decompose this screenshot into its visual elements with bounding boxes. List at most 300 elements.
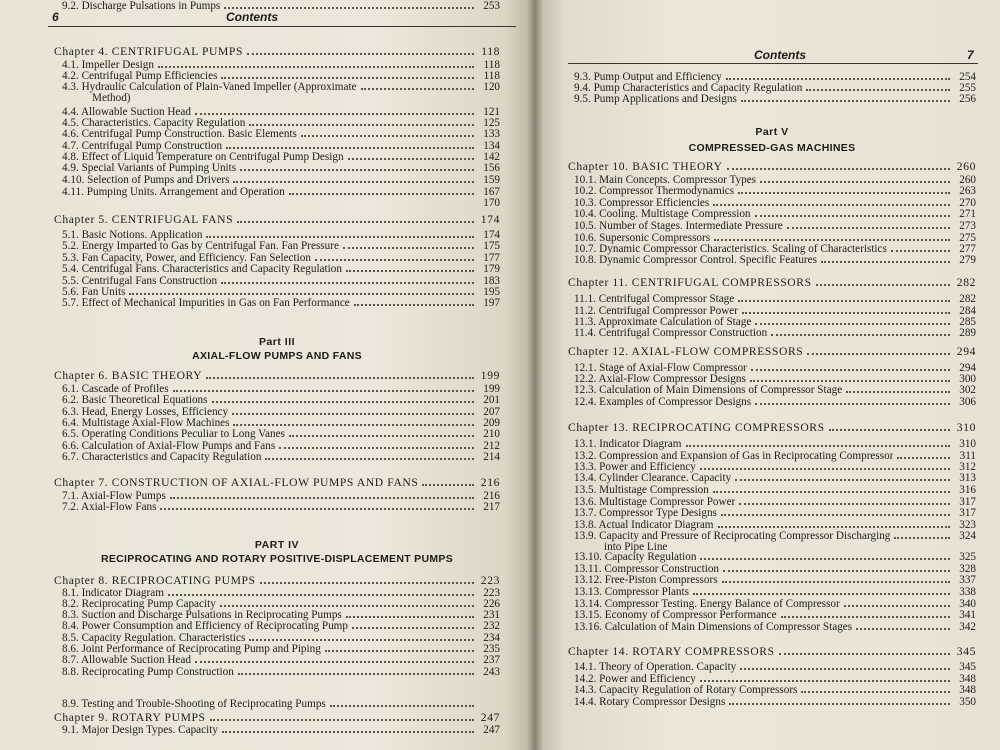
toc-entry[interactable] xyxy=(574,484,976,496)
toc-chapter[interactable] xyxy=(54,575,500,587)
leader-dots xyxy=(226,147,474,149)
toc-entry-title: 10.5. Number of Stages. Intermediate Pressure xyxy=(574,220,783,232)
leader-dots xyxy=(206,236,474,238)
toc-entry[interactable] xyxy=(574,384,976,396)
toc-entry[interactable] xyxy=(62,197,500,209)
toc-page-number: 174 xyxy=(483,229,500,241)
toc-entry-title: 12.2. Axial-Flow Compressor Designs xyxy=(574,373,746,385)
leader-dots xyxy=(801,691,950,693)
toc-page-number: 263 xyxy=(959,185,976,197)
toc-page-number: 323 xyxy=(959,519,976,531)
leader-dots xyxy=(700,680,950,682)
toc-entry-title: 12.3. Calculation of Main Dimensions of Compressor Stage xyxy=(574,384,843,396)
toc-entry-title: 14.2. Power and Efficiency xyxy=(574,673,696,685)
toc-chapter[interactable] xyxy=(54,214,500,226)
leader-dots xyxy=(260,582,474,584)
toc-chapter[interactable] xyxy=(568,277,976,289)
toc-page-number: 310 xyxy=(956,421,976,434)
leader-dots xyxy=(232,413,474,415)
leader-dots xyxy=(158,66,474,68)
toc-entry-title: 9.3. Pump Output and Efficiency xyxy=(574,71,722,83)
toc-entry-title: 13.15. Economy of Compressor Performance xyxy=(574,609,777,621)
toc-page-number: 223 xyxy=(480,574,500,587)
toc-entry-title: 4.7. Centrifugal Pump Construction xyxy=(62,140,223,152)
toc-page-number: 199 xyxy=(480,369,500,382)
toc-page-number: 342 xyxy=(959,621,976,633)
toc-page-number: 282 xyxy=(959,293,976,305)
toc-page-number: 247 xyxy=(483,724,500,736)
toc-entry-title: 14.3. Capacity Regulation of Rotary Compressors xyxy=(574,684,798,696)
toc-entry-title: 13.14. Compressor Testing. Energy Balance of Compressor xyxy=(574,598,840,610)
leader-dots xyxy=(740,668,950,670)
toc-page-number: 341 xyxy=(959,609,976,621)
toc-entry-title: 12.4. Examples of Compressor Designs xyxy=(574,396,752,408)
toc-page-number: 118 xyxy=(483,70,500,82)
toc-entry-title: 8.4. Power Consumption and Efficiency of Reciprocating Pump xyxy=(62,620,348,632)
toc-entry-title: 9.4. Pump Characteristics and Capacity Regulation xyxy=(574,82,803,94)
book-gutter xyxy=(527,0,543,750)
part-label: Part V xyxy=(755,126,789,138)
toc-entry-title: 13.10. Capacity Regulation xyxy=(574,551,697,563)
toc-page-number: 174 xyxy=(480,213,500,226)
toc-page-number: 294 xyxy=(956,345,976,358)
leader-dots xyxy=(346,616,474,618)
toc-entry-title: 4.9. Special Variants of Pumping Units xyxy=(62,162,237,174)
toc-entry[interactable] xyxy=(62,394,500,406)
toc-entry-title: 14.4. Rotary Compressor Designs xyxy=(574,696,726,708)
leader-dots xyxy=(221,282,474,284)
toc-entry-continuation: into Pipe Line xyxy=(604,541,668,553)
toc-page-number: 118 xyxy=(481,45,500,58)
toc-entry-title: 13.4. Cylinder Clearance. Capacity xyxy=(574,472,732,484)
toc-entry-title: 11.3. Approximate Calculation of Stage xyxy=(574,316,752,328)
toc-page-number: 294 xyxy=(959,362,976,374)
leader-dots xyxy=(195,661,474,663)
toc-page-number: 199 xyxy=(483,383,500,395)
toc-page-number: 247 xyxy=(480,711,500,724)
leader-dots xyxy=(738,192,950,194)
toc-entry-title: 10.6. Supersonic Compressors xyxy=(574,232,711,244)
running-head: Contents xyxy=(754,48,806,62)
leader-dots xyxy=(806,89,950,91)
leader-dots xyxy=(844,605,950,607)
leader-dots xyxy=(315,259,474,261)
page-number: 7 xyxy=(967,48,974,62)
leader-dots xyxy=(330,705,474,707)
toc-page-number: 217 xyxy=(483,501,500,513)
toc-entry-title: 5.7. Effect of Mechanical Impurities in Gas on Fan Performance xyxy=(62,297,350,309)
leader-dots xyxy=(325,650,474,652)
leader-dots xyxy=(781,616,950,618)
toc-entry-title: 4.1. Impeller Design xyxy=(62,59,154,71)
toc-entry[interactable] xyxy=(62,128,500,140)
toc-entry-title: 7.1. Axial-Flow Pumps xyxy=(62,490,166,502)
toc-entry-title: Chapter 4. CENTRIFUGAL PUMPS xyxy=(54,46,243,58)
leader-dots xyxy=(846,391,950,393)
toc-entry-title: 5.2. Energy Imparted to Gas by Centrifugal Fan. Fan Pressure xyxy=(62,240,339,252)
toc-page-number: 284 xyxy=(959,305,976,317)
running-head: Contents xyxy=(226,10,278,24)
toc-entry-title: 13.3. Power and Efficiency xyxy=(574,461,696,473)
toc-page-number: 125 xyxy=(483,117,500,129)
leader-dots xyxy=(422,484,474,486)
leader-dots xyxy=(750,380,950,382)
toc-page-number: 302 xyxy=(959,384,976,396)
leader-dots xyxy=(240,169,474,171)
part-title: RECIPROCATING AND ROTARY POSITIVE-DISPLACEMENT PUMPS xyxy=(100,553,453,565)
leader-dots xyxy=(742,312,950,314)
leader-dots xyxy=(249,639,474,641)
toc-entry-title: 13.16. Calculation of Main Dimensions of Compressor Stages xyxy=(574,621,853,633)
toc-entry-title: 14.1. Theory of Operation. Capacity xyxy=(574,661,737,673)
toc-entry-title: 10.1. Main Concepts. Compressor Types xyxy=(574,174,757,186)
toc-chapter[interactable] xyxy=(54,712,500,724)
leader-dots xyxy=(700,558,950,560)
leader-dots xyxy=(760,181,950,183)
toc-entry-title: 13.8. Actual Indicator Diagram xyxy=(574,519,714,531)
toc-entry-title: 10.4. Cooling. Multistage Compression xyxy=(574,208,751,220)
toc-entry[interactable] xyxy=(574,684,976,696)
toc-page-number: 348 xyxy=(959,673,976,685)
toc-entry-title: 5.6. Fan Units xyxy=(62,286,126,298)
page-number: 6 xyxy=(52,10,59,24)
leader-dots xyxy=(738,300,950,302)
toc-page-number: 260 xyxy=(959,174,976,186)
leader-dots xyxy=(897,457,950,459)
toc-entry-continuation: Method) xyxy=(92,92,131,104)
toc-page-number: 325 xyxy=(959,551,976,563)
leader-dots xyxy=(739,503,950,505)
leader-dots xyxy=(224,7,474,9)
leader-dots xyxy=(829,429,950,431)
leader-dots xyxy=(856,628,950,630)
toc-page-number: 195 xyxy=(483,286,500,298)
toc-page-number: 223 xyxy=(483,587,500,599)
toc-page-number: 255 xyxy=(959,82,976,94)
toc-entry-title: 13.7. Compressor Type Designs xyxy=(574,507,717,519)
toc-page-number: 279 xyxy=(959,254,976,266)
toc-entry-title: 12.1. Stage of Axial-Flow Compressor xyxy=(574,362,747,374)
toc-entry[interactable] xyxy=(574,208,976,220)
toc-entry-title: 10.3. Compressor Efficiencies xyxy=(574,197,710,209)
toc-entry[interactable] xyxy=(62,666,500,678)
toc-page-number: 317 xyxy=(959,507,976,519)
leader-dots xyxy=(751,369,950,371)
leader-dots xyxy=(238,673,474,675)
leader-dots xyxy=(289,435,474,437)
toc-entry[interactable] xyxy=(574,574,976,586)
toc-page-number: 345 xyxy=(956,645,976,658)
toc-page-number: 210 xyxy=(483,428,500,440)
leader-dots xyxy=(210,719,474,721)
toc-page-number: 270 xyxy=(959,197,976,209)
toc-entry-title: 9.2. Discharge Pulsations in Pumps xyxy=(62,0,221,12)
toc-page-number: 348 xyxy=(959,684,976,696)
toc-entry-title: Chapter 5. CENTRIFUGAL FANS xyxy=(54,214,234,226)
toc-page-number: 317 xyxy=(959,496,976,508)
toc-page-number: 212 xyxy=(483,440,500,452)
toc-page-number: 285 xyxy=(959,316,976,328)
toc-page-number: 337 xyxy=(959,574,976,586)
toc-page-number: 312 xyxy=(959,461,976,473)
toc-page-number: 311 xyxy=(959,450,976,462)
toc-entry-title: Chapter 10. BASIC THEORY xyxy=(568,161,723,173)
leader-dots xyxy=(713,204,950,206)
leader-dots xyxy=(816,284,950,286)
toc-entry[interactable] xyxy=(62,297,500,309)
toc-page-number: 170 xyxy=(483,197,500,209)
leader-dots xyxy=(354,304,474,306)
toc-entry[interactable] xyxy=(574,93,976,105)
leader-dots xyxy=(891,250,950,252)
leader-dots xyxy=(771,334,950,336)
toc-entry-title: 8.9. Testing and Trouble-Shooting of Reciprocating Pumps xyxy=(62,698,326,710)
leader-dots xyxy=(221,77,474,79)
toc-entry-title: Chapter 14. ROTARY COMPRESSORS xyxy=(568,646,775,658)
toc-entry[interactable] xyxy=(62,451,500,463)
toc-entry[interactable] xyxy=(574,396,976,408)
toc-page-number: 175 xyxy=(483,240,500,252)
leader-dots xyxy=(894,537,950,539)
toc-entry[interactable] xyxy=(574,661,976,673)
leader-dots xyxy=(755,215,950,217)
leader-dots xyxy=(206,377,474,379)
header-rule xyxy=(568,63,978,64)
toc-entry-title: 8.6. Joint Performance of Reciprocating Pump and Piping xyxy=(62,643,321,655)
toc-entry[interactable] xyxy=(62,428,500,440)
toc-page-number: 306 xyxy=(959,396,976,408)
leader-dots xyxy=(729,703,950,705)
toc-page-number: 134 xyxy=(483,140,500,152)
toc-entry[interactable] xyxy=(574,185,976,197)
toc-page-number: 271 xyxy=(959,208,976,220)
toc-page-number: 121 xyxy=(483,106,500,118)
toc-entry[interactable] xyxy=(62,0,500,12)
toc-page-number: 260 xyxy=(956,160,976,173)
toc-page-number: 345 xyxy=(959,661,976,673)
header-rule xyxy=(48,26,516,27)
toc-entry-title: 6.5. Operating Conditions Peculiar to Long Vanes xyxy=(62,428,285,440)
toc-page-number: 277 xyxy=(959,243,976,255)
toc-page-number: 156 xyxy=(483,162,500,174)
toc-entry[interactable] xyxy=(62,263,500,275)
leader-dots xyxy=(249,124,474,126)
toc-page-number: 273 xyxy=(959,220,976,232)
leader-dots xyxy=(807,353,950,355)
leader-dots xyxy=(722,581,950,583)
toc-entry-title: 8.5. Capacity Regulation. Characteristics xyxy=(62,632,246,644)
toc-entry-title: 5.3. Fan Capacity, Power, and Efficiency. Fan Selection xyxy=(62,252,311,264)
leader-dots xyxy=(173,390,474,392)
toc-entry[interactable] xyxy=(574,254,976,266)
toc-entry[interactable] xyxy=(574,586,976,598)
toc-page-number: 300 xyxy=(959,373,976,385)
toc-entry[interactable] xyxy=(62,698,500,710)
toc-chapter[interactable] xyxy=(568,346,976,358)
toc-page-number: 316 xyxy=(959,484,976,496)
toc-page-number: 243 xyxy=(483,666,500,678)
toc-page-number: 350 xyxy=(959,696,976,708)
leader-dots xyxy=(222,731,474,733)
leader-dots xyxy=(821,261,950,263)
leader-dots xyxy=(279,447,474,449)
leader-dots xyxy=(714,239,950,241)
leader-dots xyxy=(726,78,950,80)
leader-dots xyxy=(247,53,474,55)
toc-entry-title: 13.9. Capacity and Pressure of Reciprocating Compressor Discharging xyxy=(574,530,891,542)
toc-entry[interactable] xyxy=(62,654,500,666)
toc-chapter[interactable] xyxy=(54,46,500,58)
part-label: Part III xyxy=(258,336,296,348)
toc-entry[interactable] xyxy=(62,240,500,252)
leader-dots xyxy=(220,605,474,607)
leader-dots xyxy=(168,594,474,596)
toc-page-number: 237 xyxy=(483,654,500,666)
toc-entry[interactable] xyxy=(62,620,500,632)
part-label: PART IV xyxy=(254,539,300,551)
toc-chapter[interactable] xyxy=(568,422,976,434)
toc-entry[interactable] xyxy=(574,551,976,563)
toc-entry[interactable] xyxy=(574,327,976,339)
leader-dots xyxy=(289,193,474,195)
toc-entry-title: Chapter 11. CENTRIFUGAL COMPRESSORS xyxy=(568,277,812,289)
toc-chapter[interactable] xyxy=(54,370,500,382)
toc-entry-title: 6.7. Characteristics and Capacity Regulation xyxy=(62,451,262,463)
leader-dots xyxy=(265,458,474,460)
leader-dots xyxy=(713,491,950,493)
toc-entry-title: 9.1. Major Design Types. Capacity xyxy=(62,724,218,736)
toc-entry[interactable] xyxy=(574,220,976,232)
toc-chapter[interactable] xyxy=(568,646,976,658)
toc-entry-title: 7.2. Axial-Flow Fans xyxy=(62,501,157,513)
toc-page-number: 253 xyxy=(483,0,500,12)
toc-entry[interactable] xyxy=(574,438,976,450)
toc-entry[interactable] xyxy=(62,162,500,174)
leader-dots xyxy=(233,181,474,183)
leader-dots xyxy=(361,88,474,90)
leader-dots xyxy=(301,135,474,137)
toc-entry-title: Chapter 9. ROTARY PUMPS xyxy=(54,712,206,724)
toc-page-number: 209 xyxy=(483,417,500,429)
toc-page-number: 324 xyxy=(959,530,976,542)
toc-page-number: 234 xyxy=(483,632,500,644)
toc-entry-title: 13.13. Compressor Plants xyxy=(574,586,689,598)
toc-page-number: 310 xyxy=(959,438,976,450)
toc-page-number: 256 xyxy=(959,93,976,105)
toc-entry-title: 4.3. Hydraulic Calculation of Plain-Vaned Impeller (Approximate xyxy=(62,81,357,93)
toc-entry-title: 8.7. Allowable Suction Head xyxy=(62,654,191,666)
toc-entry-title: 4.11. Pumping Units. Arrangement and Operation xyxy=(62,186,285,198)
toc-entry[interactable] xyxy=(574,609,976,621)
leader-dots xyxy=(755,323,950,325)
toc-entry[interactable] xyxy=(574,293,976,305)
toc-page-number: 214 xyxy=(483,451,500,463)
toc-page-number: 120 xyxy=(483,81,500,93)
leader-dots xyxy=(160,508,474,510)
toc-entry-title: Chapter 13. RECIPROCATING COMPRESSORS xyxy=(568,422,825,434)
leader-dots xyxy=(170,497,474,499)
toc-entry-title: Chapter 8. RECIPROCATING PUMPS xyxy=(54,575,256,587)
toc-page-number: 183 xyxy=(483,275,500,287)
toc-entry-title: 6.3. Head, Energy Losses, Efficiency xyxy=(62,406,229,418)
toc-entry[interactable] xyxy=(62,724,500,736)
leader-dots xyxy=(348,158,474,160)
toc-page-number: 232 xyxy=(483,620,500,632)
toc-entry-title: 5.5. Centrifugal Fans Construction xyxy=(62,275,218,287)
toc-page-number: 340 xyxy=(959,598,976,610)
toc-entry[interactable] xyxy=(574,507,976,519)
leader-dots xyxy=(787,227,950,229)
toc-chapter[interactable] xyxy=(568,161,976,173)
leader-dots xyxy=(129,293,474,295)
right-page xyxy=(536,0,1000,750)
toc-page-number: 167 xyxy=(483,186,500,198)
leader-dots xyxy=(343,247,474,249)
toc-page-number: 226 xyxy=(483,598,500,610)
toc-entry-title: 13.6. Multistage Compressor Power xyxy=(574,496,736,508)
toc-entry-title: 10.7. Dynamic Compressor Characteristics. Scaling of Characteristics xyxy=(574,243,887,255)
toc-entry-title: 13.11. Compressor Construction xyxy=(574,563,720,575)
toc-page-number: 179 xyxy=(483,263,500,275)
toc-entry-title: 4.5. Characteristics. Capacity Regulation xyxy=(62,117,246,129)
toc-page-number: 201 xyxy=(483,394,500,406)
leader-dots xyxy=(237,221,474,223)
toc-page-number: 289 xyxy=(959,327,976,339)
toc-entry-title: 6.2. Basic Theoretical Equations xyxy=(62,394,208,406)
leader-dots xyxy=(755,403,950,405)
toc-entry[interactable] xyxy=(574,621,976,633)
toc-entry-title: 4.4. Allowable Suction Head xyxy=(62,106,191,118)
toc-page-number: 118 xyxy=(483,59,500,71)
toc-page-number: 338 xyxy=(959,586,976,598)
toc-page-number: 254 xyxy=(959,71,976,83)
toc-page-number: 207 xyxy=(483,406,500,418)
leader-dots xyxy=(346,270,474,272)
toc-entry-title: 13.2. Compression and Expansion of Gas in Reciprocating Compressor xyxy=(574,450,894,462)
toc-entry-title: 6.4. Multistage Axial-Flow Machines xyxy=(62,417,230,429)
toc-entry-title: 11.2. Centrifugal Compressor Power xyxy=(574,305,738,317)
toc-entry[interactable] xyxy=(574,696,976,708)
toc-entry-title: 8.8. Reciprocating Pump Construction xyxy=(62,666,234,678)
toc-page-number: 328 xyxy=(959,563,976,575)
toc-entry-title: 11.1. Centrifugal Compressor Stage xyxy=(574,293,735,305)
toc-entry-title: 4.6. Centrifugal Pump Construction. Basic Elements xyxy=(62,128,297,140)
leader-dots xyxy=(195,113,474,115)
toc-page-number: 133 xyxy=(483,128,500,140)
toc-entry-title: 13.1. Indicator Diagram xyxy=(574,438,682,450)
toc-page-number: 197 xyxy=(483,297,500,309)
toc-entry-title: 8.3. Suction and Discharge Pulsations in Reciprocating Pumps xyxy=(62,609,342,621)
toc-chapter[interactable] xyxy=(54,477,500,489)
toc-entry-title: 5.1. Basic Notions. Application xyxy=(62,229,203,241)
leader-dots xyxy=(352,627,474,629)
toc-entry[interactable] xyxy=(62,174,500,186)
toc-page-number: 177 xyxy=(483,252,500,264)
toc-entry[interactable] xyxy=(574,472,976,484)
toc-page-number: 142 xyxy=(483,151,500,163)
leader-dots xyxy=(779,653,950,655)
toc-entry-title: 13.12. Free-Piston Compressors xyxy=(574,574,718,586)
toc-entry-title: 4.10. Selection of Pumps and Drivers xyxy=(62,174,230,186)
part-title: AXIAL-FLOW PUMPS AND FANS xyxy=(192,350,362,362)
toc-entry[interactable] xyxy=(62,501,500,513)
toc-page-number: 216 xyxy=(480,476,500,489)
toc-entry-title: 10.2. Compressor Thermodynamics xyxy=(574,185,735,197)
toc-page-number: 282 xyxy=(956,276,976,289)
leader-dots xyxy=(693,593,950,595)
leader-dots xyxy=(233,424,474,426)
leader-dots xyxy=(721,514,950,516)
